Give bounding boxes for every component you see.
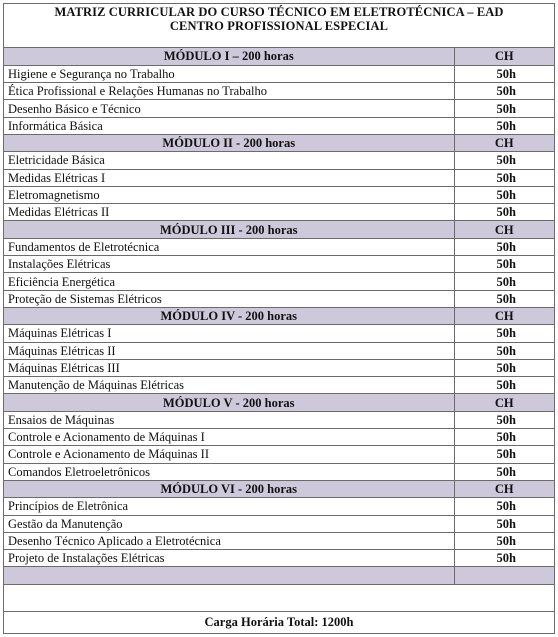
module-title: MÓDULO V - 200 horas xyxy=(4,394,454,411)
subject-row xyxy=(4,515,554,532)
module-header-row xyxy=(4,221,554,238)
subject-row xyxy=(4,117,554,134)
subject-name: Eletricidade Básica xyxy=(4,152,454,169)
module-header-row xyxy=(4,307,554,324)
subject-name: Instalações Elétricas xyxy=(4,256,454,273)
subject-row xyxy=(4,532,554,549)
subject-row xyxy=(4,152,554,169)
subject-row xyxy=(4,550,554,567)
subject-row xyxy=(4,429,554,446)
module-title: MÓDULO III - 200 horas xyxy=(4,221,454,238)
subject-hours: 50h xyxy=(454,204,554,221)
subject-name: Medidas Elétricas II xyxy=(4,204,454,221)
module-title: MÓDULO VI - 200 horas xyxy=(4,480,454,497)
subject-name: Máquinas Elétricas II xyxy=(4,342,454,359)
subject-hours: 50h xyxy=(454,377,554,394)
module-header-row xyxy=(4,134,554,151)
subject-row xyxy=(4,273,554,290)
subject-name: Gestão da Manutenção xyxy=(4,515,454,532)
total-hours: Carga Horária Total: 1200h xyxy=(4,611,554,633)
subject-name: Comandos Eletroeletrônicos xyxy=(4,463,454,480)
subject-name: Informática Básica xyxy=(4,117,454,134)
subject-hours: 50h xyxy=(454,342,554,359)
subject-row xyxy=(4,290,554,307)
subject-hours: 50h xyxy=(454,152,554,169)
subject-row xyxy=(4,325,554,342)
subject-hours: 50h xyxy=(454,256,554,273)
subject-row xyxy=(4,446,554,463)
curriculum-document xyxy=(3,3,555,634)
document-title: MATRIZ CURRICULAR DO CURSO TÉCNICO EM ELETROTÉCNICA – EAD xyxy=(54,5,504,19)
subject-hours: 50h xyxy=(454,273,554,290)
subject-row xyxy=(4,342,554,359)
subject-name: Princípios de Eletrônica xyxy=(4,498,454,515)
subject-hours: 50h xyxy=(454,65,554,82)
subject-hours: 50h xyxy=(454,532,554,549)
subject-name: Desenho Técnico Aplicado a Eletrotécnica xyxy=(4,532,454,549)
subject-row xyxy=(4,238,554,255)
subject-row xyxy=(4,186,554,203)
subject-hours: 50h xyxy=(454,446,554,463)
subject-name: Ética Profissional e Relações Humanas no Trabalho xyxy=(4,83,454,100)
subject-name: Máquinas Elétricas I xyxy=(4,325,454,342)
subject-name: Desenho Básico e Técnico xyxy=(4,100,454,117)
subject-hours: 50h xyxy=(454,83,554,100)
curriculum-table-body xyxy=(4,48,554,584)
subject-row xyxy=(4,463,554,480)
subject-hours: 50h xyxy=(454,411,554,428)
curriculum-table xyxy=(4,48,554,585)
subject-row xyxy=(4,83,554,100)
subject-hours: 50h xyxy=(454,515,554,532)
subject-name: Higiene e Segurança no Trabalho xyxy=(4,65,454,82)
ch-column-header: CH xyxy=(454,48,554,65)
subject-hours: 50h xyxy=(454,429,554,446)
subject-name: Ensaios de Máquinas xyxy=(4,411,454,428)
subject-name: Medidas Elétricas I xyxy=(4,169,454,186)
ch-column-header: CH xyxy=(454,221,554,238)
document-header xyxy=(4,4,554,48)
subject-name: Eletromagnetismo xyxy=(4,186,454,203)
subject-hours: 50h xyxy=(454,325,554,342)
subject-row xyxy=(4,169,554,186)
module-title: MÓDULO I – 200 horas xyxy=(4,48,454,65)
ch-column-header: CH xyxy=(454,394,554,411)
subject-hours: 50h xyxy=(454,550,554,567)
module-header-row xyxy=(4,480,554,497)
subject-row xyxy=(4,65,554,82)
blank-separator-row xyxy=(4,567,554,584)
subject-hours: 50h xyxy=(454,498,554,515)
subject-row xyxy=(4,377,554,394)
ch-column-header: CH xyxy=(454,134,554,151)
subject-hours: 50h xyxy=(454,169,554,186)
subject-hours: 50h xyxy=(454,100,554,117)
subject-hours: 50h xyxy=(454,238,554,255)
subject-name: Projeto de Instalações Elétricas xyxy=(4,550,454,567)
subject-name: Máquinas Elétricas III xyxy=(4,359,454,376)
subject-row xyxy=(4,498,554,515)
ch-column-header: CH xyxy=(454,307,554,324)
subject-name: Proteção de Sistemas Elétricos xyxy=(4,290,454,307)
subject-name: Fundamentos de Eletrotécnica xyxy=(4,238,454,255)
module-title: MÓDULO II - 200 horas xyxy=(4,134,454,151)
subject-row xyxy=(4,100,554,117)
subject-name: Controle e Acionamento de Máquinas II xyxy=(4,446,454,463)
subject-hours: 50h xyxy=(454,290,554,307)
blank-cell xyxy=(454,567,554,584)
subject-hours: 50h xyxy=(454,117,554,134)
subject-row xyxy=(4,204,554,221)
subject-hours: 50h xyxy=(454,359,554,376)
subject-name: Manutenção de Máquinas Elétricas xyxy=(4,377,454,394)
blank-cell xyxy=(4,567,454,584)
subject-row xyxy=(4,411,554,428)
subject-name: Eficiência Energética xyxy=(4,273,454,290)
module-header-row xyxy=(4,394,554,411)
subject-row xyxy=(4,359,554,376)
subject-row xyxy=(4,256,554,273)
ch-column-header: CH xyxy=(454,480,554,497)
document-subtitle: CENTRO PROFISSIONAL ESPECIAL xyxy=(169,19,389,33)
subject-hours: 50h xyxy=(454,463,554,480)
subject-name: Controle e Acionamento de Máquinas I xyxy=(4,429,454,446)
module-header-row xyxy=(4,48,554,65)
module-title: MÓDULO IV - 200 horas xyxy=(4,307,454,324)
subject-hours: 50h xyxy=(454,186,554,203)
